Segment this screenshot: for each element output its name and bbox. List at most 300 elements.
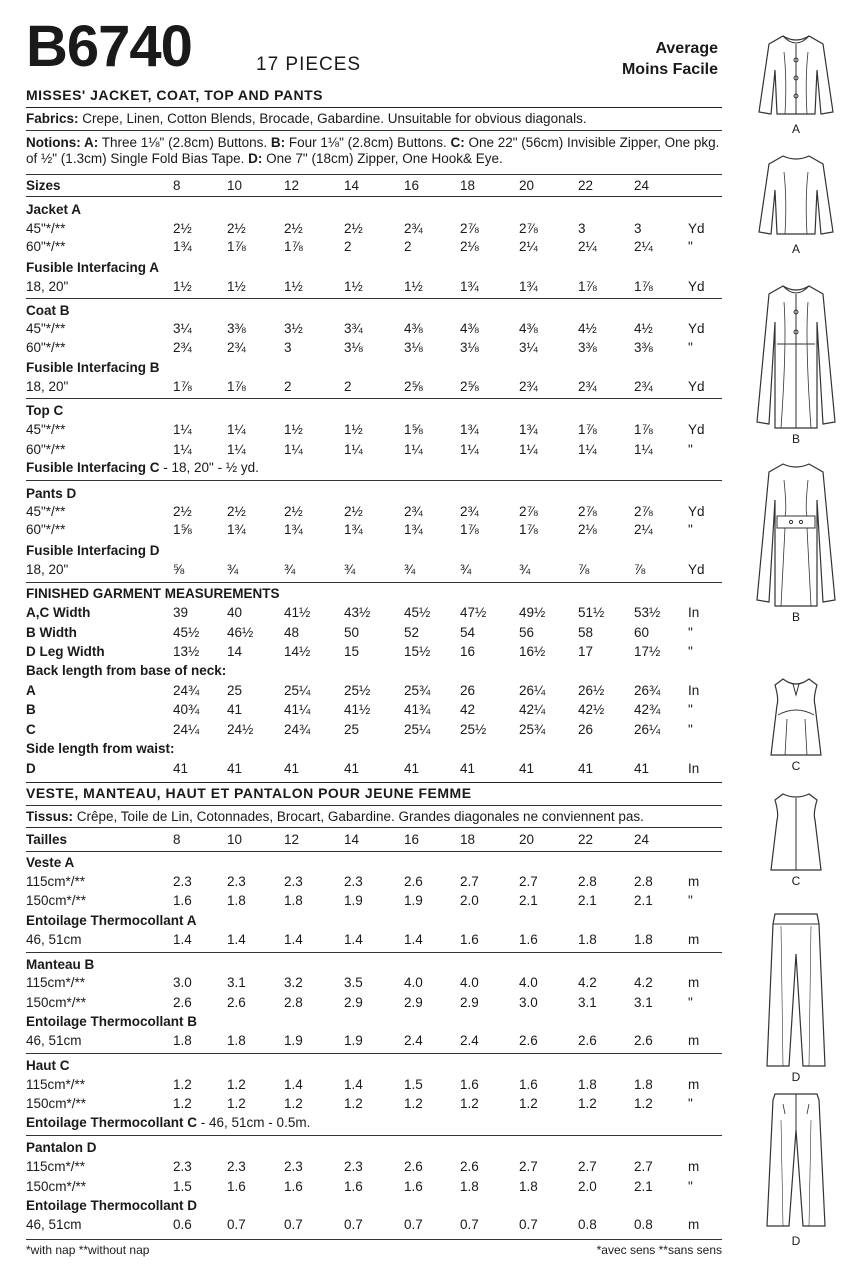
value-cell: 1⅞ bbox=[460, 522, 479, 537]
value-cell: 2.0 bbox=[578, 1179, 597, 1194]
divider bbox=[26, 582, 722, 583]
data-row bbox=[26, 700, 722, 720]
divider bbox=[26, 805, 722, 806]
value-cell: 1.8 bbox=[578, 1077, 597, 1092]
sketch-label: D bbox=[791, 1070, 801, 1084]
value-cell: 46½ bbox=[227, 625, 254, 640]
top-back-icon bbox=[751, 790, 841, 880]
size-cell: 18 bbox=[460, 832, 476, 847]
unit-cell: " bbox=[688, 995, 693, 1010]
row-label: A bbox=[26, 683, 36, 698]
value-cell: 2.9 bbox=[460, 995, 479, 1010]
sketch-coat-b-back bbox=[730, 460, 862, 624]
value-cell: 4½ bbox=[634, 321, 653, 336]
value-cell: 1¼ bbox=[634, 442, 653, 457]
value-cell: 2.8 bbox=[578, 874, 597, 889]
value-cell: 3 bbox=[284, 340, 292, 355]
size-cell: 10 bbox=[227, 178, 243, 193]
row-label: Top C bbox=[26, 403, 64, 418]
value-cell: 0.7 bbox=[344, 1217, 363, 1232]
piece-count: 17 PIECES bbox=[256, 54, 362, 75]
divider bbox=[26, 782, 722, 783]
data-row bbox=[26, 219, 722, 239]
value-cell: 1.8 bbox=[173, 1033, 192, 1048]
value-cell: 1⅝ bbox=[173, 522, 192, 537]
value-cell: 25¾ bbox=[404, 683, 431, 698]
row-label: Fusible Interfacing C - 18, 20" - ½ yd. bbox=[26, 460, 259, 475]
unit-cell: m bbox=[688, 1217, 700, 1232]
value-cell: 1.6 bbox=[173, 893, 192, 908]
value-cell: 60 bbox=[634, 625, 650, 640]
divider bbox=[26, 196, 722, 197]
value-cell: 26 bbox=[460, 683, 476, 698]
difficulty-en: Average bbox=[655, 40, 718, 57]
value-cell: 1.8 bbox=[634, 932, 653, 947]
value-cell: 2¼ bbox=[519, 239, 538, 254]
value-cell: 25¼ bbox=[284, 683, 311, 698]
value-cell: 4.0 bbox=[460, 975, 479, 990]
value-cell: 1½ bbox=[344, 422, 363, 437]
coat-front-icon bbox=[751, 282, 841, 432]
value-cell: 1.8 bbox=[634, 1077, 653, 1092]
data-row bbox=[26, 420, 722, 440]
data-row bbox=[26, 1157, 722, 1177]
value-cell: 1⅞ bbox=[284, 239, 303, 254]
row-label: Sizes bbox=[26, 178, 61, 193]
size-cell: 12 bbox=[284, 832, 300, 847]
divider bbox=[26, 1135, 722, 1136]
value-cell: 25½ bbox=[460, 722, 487, 737]
sketch-jacket-a-front bbox=[730, 30, 862, 136]
value-cell: 0.7 bbox=[227, 1217, 246, 1232]
value-cell: 1⅞ bbox=[173, 379, 192, 394]
value-cell: 2.3 bbox=[227, 874, 246, 889]
value-cell: 45½ bbox=[173, 625, 200, 640]
row-label: 115cm*/** bbox=[26, 975, 86, 990]
value-cell: 4.0 bbox=[404, 975, 423, 990]
value-cell: 48 bbox=[284, 625, 300, 640]
value-cell: 1.6 bbox=[284, 1179, 303, 1194]
value-cell: 1¼ bbox=[227, 422, 246, 437]
value-cell: 52 bbox=[404, 625, 420, 640]
divider bbox=[26, 827, 722, 828]
section-heading bbox=[26, 955, 722, 975]
value-cell: 2.9 bbox=[404, 995, 423, 1010]
row-label: Fusible Interfacing D bbox=[26, 543, 160, 558]
data-row bbox=[26, 720, 722, 740]
row-label: Pantalon D bbox=[26, 1140, 97, 1155]
value-cell: 2.1 bbox=[634, 1179, 653, 1194]
value-cell: 2½ bbox=[284, 221, 303, 236]
unit-cell: Yd bbox=[688, 422, 705, 437]
value-cell: 1¾ bbox=[404, 522, 423, 537]
data-row bbox=[26, 338, 722, 358]
value-cell: 2¾ bbox=[227, 340, 246, 355]
row-label: Veste A bbox=[26, 855, 75, 870]
pants-front-icon bbox=[751, 910, 841, 1070]
unit-cell: " bbox=[688, 893, 693, 908]
section-heading bbox=[26, 541, 722, 561]
row-label: 46, 51cm bbox=[26, 932, 82, 947]
value-cell: 13½ bbox=[173, 644, 200, 659]
section-heading bbox=[26, 739, 722, 759]
section-heading bbox=[26, 200, 722, 220]
value-cell: 3.0 bbox=[173, 975, 192, 990]
unit-cell: m bbox=[688, 1159, 700, 1174]
value-cell: 4⅜ bbox=[404, 321, 423, 336]
value-cell: 24¾ bbox=[173, 683, 200, 698]
value-cell: 3.1 bbox=[227, 975, 246, 990]
value-cell: 1⅞ bbox=[519, 522, 538, 537]
value-cell: 2.6 bbox=[519, 1033, 538, 1048]
row-label: Tailles bbox=[26, 832, 68, 847]
value-cell: 1.2 bbox=[173, 1096, 192, 1111]
value-cell: 2¾ bbox=[578, 379, 597, 394]
value-cell: 24¼ bbox=[173, 722, 200, 737]
value-cell: 2.4 bbox=[404, 1033, 423, 1048]
value-cell: 1.5 bbox=[404, 1077, 423, 1092]
value-cell: 25 bbox=[227, 683, 243, 698]
row-label: Entoilage Thermocollant D bbox=[26, 1198, 198, 1213]
sketch-label: A bbox=[791, 122, 800, 136]
value-cell: 1¾ bbox=[460, 422, 479, 437]
value-cell: 2¼ bbox=[634, 239, 653, 254]
value-cell: ¾ bbox=[284, 562, 296, 577]
value-cell: 1¼ bbox=[519, 442, 538, 457]
value-cell: 42¾ bbox=[634, 702, 661, 717]
tissus-line: Tissus: Crêpe, Toile de Lin, Cotonnades, Brocart, Gabardine. Grandes diagonales ne conviennent pas. bbox=[26, 809, 644, 824]
value-cell: 2¾ bbox=[519, 379, 538, 394]
value-cell: 1¼ bbox=[578, 442, 597, 457]
row-label: 60"*/** bbox=[26, 442, 66, 457]
unit-cell: Yd bbox=[688, 321, 705, 336]
value-cell: 1¼ bbox=[344, 442, 363, 457]
value-cell: 41½ bbox=[344, 702, 371, 717]
size-cell: 22 bbox=[578, 178, 594, 193]
row-label: B Width bbox=[26, 625, 77, 640]
value-cell: 2.7 bbox=[519, 874, 538, 889]
unit-cell: Yd bbox=[688, 562, 705, 577]
value-cell: 1.2 bbox=[344, 1096, 363, 1111]
sizes-row bbox=[26, 830, 722, 850]
size-cell: 8 bbox=[173, 178, 181, 193]
value-cell: 16½ bbox=[519, 644, 546, 659]
row-label: 115cm*/** bbox=[26, 874, 86, 889]
value-cell: 14½ bbox=[284, 644, 311, 659]
sketch-top-c-front bbox=[730, 675, 862, 773]
section-heading bbox=[26, 661, 722, 681]
section-heading bbox=[26, 1138, 722, 1158]
value-cell: 3⅜ bbox=[578, 340, 597, 355]
unit-cell: m bbox=[688, 1033, 700, 1048]
size-cell: 12 bbox=[284, 178, 300, 193]
row-label: 150cm*/** bbox=[26, 995, 87, 1010]
value-cell: 54 bbox=[460, 625, 476, 640]
value-cell: 1¼ bbox=[460, 442, 479, 457]
row-label: Entoilage Thermocollant C - 46, 51cm - 0.5m. bbox=[26, 1115, 311, 1130]
value-cell: 42 bbox=[460, 702, 476, 717]
value-cell: 2¾ bbox=[634, 379, 653, 394]
divider bbox=[26, 480, 722, 481]
value-cell: 2.1 bbox=[634, 893, 653, 908]
data-row bbox=[26, 603, 722, 623]
value-cell: 2 bbox=[344, 239, 352, 254]
value-cell: 2.6 bbox=[578, 1033, 597, 1048]
data-row bbox=[26, 930, 722, 950]
divider bbox=[26, 1053, 722, 1054]
value-cell: 2.8 bbox=[634, 874, 653, 889]
size-cell: 18 bbox=[460, 178, 476, 193]
value-cell: 1¾ bbox=[460, 279, 479, 294]
value-cell: 1.8 bbox=[284, 893, 303, 908]
value-cell: 1.2 bbox=[404, 1096, 423, 1111]
section-heading bbox=[26, 458, 722, 478]
value-cell: 16 bbox=[460, 644, 476, 659]
row-label: Pants D bbox=[26, 486, 77, 501]
row-label: 45"*/** bbox=[26, 221, 66, 236]
value-cell: 3.5 bbox=[344, 975, 363, 990]
value-cell: ⅝ bbox=[173, 562, 185, 577]
value-cell: 2.7 bbox=[460, 874, 479, 889]
row-label: 18, 20" bbox=[26, 562, 69, 577]
value-cell: 15 bbox=[344, 644, 360, 659]
pattern-number: B6740 bbox=[26, 14, 192, 79]
value-cell: 2½ bbox=[227, 504, 246, 519]
row-label: 150cm*/** bbox=[26, 893, 87, 908]
size-cell: 22 bbox=[578, 832, 594, 847]
value-cell: 26¾ bbox=[634, 683, 661, 698]
french-title: VESTE, MANTEAU, HAUT ET PANTALON POUR JEUNE FEMME bbox=[26, 785, 472, 801]
value-cell: 0.7 bbox=[460, 1217, 479, 1232]
section-heading bbox=[26, 484, 722, 504]
value-cell: 2.6 bbox=[404, 1159, 423, 1174]
unit-cell: " bbox=[688, 522, 693, 537]
value-cell: 1.8 bbox=[519, 1179, 538, 1194]
value-cell: 1.4 bbox=[173, 932, 192, 947]
sketch-top-c-back bbox=[730, 790, 862, 888]
value-cell: 1¼ bbox=[173, 422, 192, 437]
value-cell: 1¾ bbox=[519, 422, 538, 437]
value-cell: 2⅞ bbox=[460, 221, 479, 236]
value-cell: 1.2 bbox=[284, 1096, 303, 1111]
value-cell: 2.6 bbox=[634, 1033, 653, 1048]
data-row bbox=[26, 520, 722, 540]
value-cell: 2⅝ bbox=[460, 379, 479, 394]
value-cell: 1.9 bbox=[344, 893, 363, 908]
value-cell: 2 bbox=[284, 379, 292, 394]
value-cell: 25¾ bbox=[519, 722, 546, 737]
value-cell: 2¾ bbox=[404, 504, 423, 519]
value-cell: 1.4 bbox=[227, 932, 246, 947]
row-label: D Leg Width bbox=[26, 644, 105, 659]
value-cell: 41 bbox=[634, 761, 650, 776]
divider bbox=[26, 130, 722, 131]
row-label: Entoilage Thermocollant B bbox=[26, 1014, 198, 1029]
value-cell: 4.2 bbox=[578, 975, 597, 990]
data-row bbox=[26, 1031, 722, 1051]
data-row bbox=[26, 560, 722, 580]
value-cell: 0.7 bbox=[404, 1217, 423, 1232]
value-cell: 2.3 bbox=[173, 874, 192, 889]
size-cell: 10 bbox=[227, 832, 243, 847]
sketch-jacket-a-back bbox=[730, 150, 862, 256]
value-cell: 2½ bbox=[344, 504, 363, 519]
value-cell: 1.8 bbox=[578, 932, 597, 947]
unit-cell: In bbox=[688, 683, 700, 698]
value-cell: 1.9 bbox=[344, 1033, 363, 1048]
data-row bbox=[26, 759, 722, 779]
value-cell: 41 bbox=[344, 761, 360, 776]
value-cell: 58 bbox=[578, 625, 594, 640]
value-cell: 14 bbox=[227, 644, 243, 659]
sizes-row bbox=[26, 176, 722, 196]
value-cell: 0.8 bbox=[578, 1217, 597, 1232]
row-label: 60"*/** bbox=[26, 239, 66, 254]
section-heading bbox=[26, 258, 722, 278]
row-label: 150cm*/** bbox=[26, 1096, 87, 1111]
row-label: Jacket A bbox=[26, 202, 82, 217]
value-cell: 2¾ bbox=[173, 340, 192, 355]
unit-cell: " bbox=[688, 702, 693, 717]
divider bbox=[26, 107, 722, 108]
value-cell: 1.8 bbox=[227, 1033, 246, 1048]
divider bbox=[26, 1239, 722, 1240]
garment-sketches bbox=[730, 20, 862, 1284]
value-cell: 4⅜ bbox=[460, 321, 479, 336]
value-cell: 1¾ bbox=[519, 279, 538, 294]
row-label: 150cm*/** bbox=[26, 1179, 87, 1194]
value-cell: 2 bbox=[344, 379, 352, 394]
value-cell: 1.9 bbox=[284, 1033, 303, 1048]
section-heading bbox=[26, 301, 722, 321]
value-cell: 41¼ bbox=[284, 702, 311, 717]
value-cell: 40 bbox=[227, 605, 243, 620]
data-row bbox=[26, 237, 722, 257]
sketch-pants-d-front bbox=[730, 910, 862, 1084]
value-cell: 2⅞ bbox=[519, 504, 538, 519]
value-cell: 3¼ bbox=[519, 340, 538, 355]
divider bbox=[26, 398, 722, 399]
value-cell: 0.8 bbox=[634, 1217, 653, 1232]
value-cell: 42½ bbox=[578, 702, 605, 717]
value-cell: 1¾ bbox=[173, 239, 192, 254]
value-cell: 1⅝ bbox=[404, 422, 423, 437]
value-cell: 17½ bbox=[634, 644, 661, 659]
row-label: Back length from base of neck: bbox=[26, 663, 227, 678]
data-row bbox=[26, 440, 722, 460]
row-label: Fusible Interfacing B bbox=[26, 360, 160, 375]
section-heading bbox=[26, 1113, 722, 1133]
value-cell: 1¼ bbox=[404, 442, 423, 457]
value-cell: 4⅜ bbox=[519, 321, 538, 336]
divider bbox=[26, 174, 722, 175]
value-cell: 1⅞ bbox=[634, 422, 653, 437]
section-heading bbox=[26, 358, 722, 378]
unit-cell: " bbox=[688, 1179, 693, 1194]
row-label: C bbox=[26, 722, 36, 737]
value-cell: 3⅛ bbox=[344, 340, 363, 355]
value-cell: 41 bbox=[227, 761, 243, 776]
value-cell: 2⅞ bbox=[634, 504, 653, 519]
value-cell: 3.2 bbox=[284, 975, 303, 990]
value-cell: 1⅞ bbox=[227, 239, 246, 254]
row-label: FINISHED GARMENT MEASUREMENTS bbox=[26, 586, 280, 601]
value-cell: 1.6 bbox=[344, 1179, 363, 1194]
data-row bbox=[26, 642, 722, 662]
difficulty-fr: Moins Facile bbox=[621, 61, 718, 78]
value-cell: 1.2 bbox=[460, 1096, 479, 1111]
value-cell: ⅞ bbox=[578, 562, 590, 577]
value-cell: 1.6 bbox=[404, 1179, 423, 1194]
value-cell: 2.4 bbox=[460, 1033, 479, 1048]
value-cell: 1.2 bbox=[227, 1077, 246, 1092]
row-label: 45"*/** bbox=[26, 504, 66, 519]
section-heading bbox=[26, 401, 722, 421]
divider bbox=[26, 298, 722, 299]
size-cell: 24 bbox=[634, 178, 650, 193]
unit-cell: " bbox=[688, 644, 693, 659]
unit-cell: Yd bbox=[688, 279, 705, 294]
value-cell: 1½ bbox=[404, 279, 423, 294]
value-cell: 3.1 bbox=[634, 995, 653, 1010]
value-cell: 1.4 bbox=[344, 932, 363, 947]
value-cell: 0.6 bbox=[173, 1217, 192, 1232]
value-cell: 3 bbox=[634, 221, 642, 236]
data-row bbox=[26, 681, 722, 701]
value-cell: 1½ bbox=[227, 279, 246, 294]
value-cell: 41 bbox=[578, 761, 594, 776]
row-label: Entoilage Thermocollant A bbox=[26, 913, 197, 928]
value-cell: 2½ bbox=[227, 221, 246, 236]
row-label: D bbox=[26, 761, 36, 776]
value-cell: 1.6 bbox=[460, 1077, 479, 1092]
size-cell: 16 bbox=[404, 832, 420, 847]
value-cell: 15½ bbox=[404, 644, 431, 659]
unit-cell: m bbox=[688, 1077, 700, 1092]
sketch-label: B bbox=[791, 432, 800, 446]
value-cell: 26½ bbox=[578, 683, 605, 698]
size-cell: 24 bbox=[634, 832, 650, 847]
value-cell: 1¾ bbox=[344, 522, 363, 537]
row-label: 60"*/** bbox=[26, 340, 66, 355]
value-cell: 2⅞ bbox=[519, 221, 538, 236]
size-cell: 8 bbox=[173, 832, 181, 847]
data-row bbox=[26, 1094, 722, 1114]
pants-back-icon bbox=[751, 1090, 841, 1230]
section-heading bbox=[26, 911, 722, 931]
row-label: 115cm*/** bbox=[26, 1159, 86, 1174]
value-cell: 1½ bbox=[284, 279, 303, 294]
value-cell: 2.6 bbox=[173, 995, 192, 1010]
unit-cell: m bbox=[688, 874, 700, 889]
row-label: Side length from waist: bbox=[26, 741, 175, 756]
value-cell: 41 bbox=[173, 761, 189, 776]
value-cell: 3⅜ bbox=[227, 321, 246, 336]
divider bbox=[26, 851, 722, 852]
value-cell: 4.2 bbox=[634, 975, 653, 990]
row-label: Haut C bbox=[26, 1058, 70, 1073]
row-label: Coat B bbox=[26, 303, 70, 318]
value-cell: 1.6 bbox=[227, 1179, 246, 1194]
unit-cell: " bbox=[688, 625, 693, 640]
value-cell: 1⅞ bbox=[227, 379, 246, 394]
value-cell: 2½ bbox=[173, 221, 192, 236]
sketch-label: D bbox=[791, 1234, 801, 1248]
value-cell: 0.7 bbox=[519, 1217, 538, 1232]
value-cell: ⅞ bbox=[634, 562, 646, 577]
value-cell: 2¼ bbox=[634, 522, 653, 537]
value-cell: 26¼ bbox=[519, 683, 546, 698]
